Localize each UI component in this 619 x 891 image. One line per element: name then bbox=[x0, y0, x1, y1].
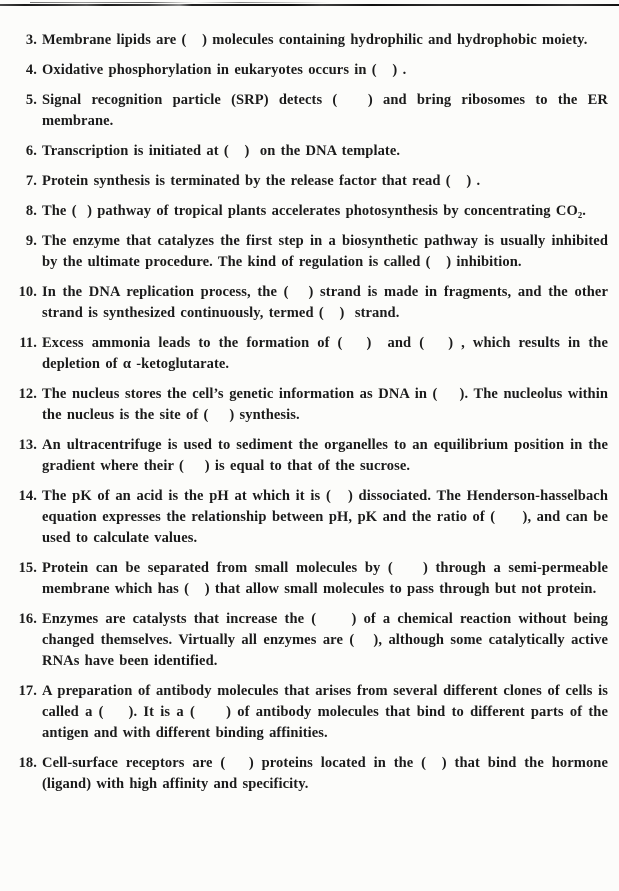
question-text: Excess ammonia leads to the formation of ( ) and ( ) , which results in the depletion of α -ketoglutarate. bbox=[42, 335, 608, 372]
question-item bbox=[10, 681, 608, 744]
question-item bbox=[10, 30, 608, 51]
question-number: 15. bbox=[18, 560, 37, 576]
question-item bbox=[10, 141, 608, 162]
question-number: 9. bbox=[25, 233, 37, 249]
question-number: 12. bbox=[18, 386, 37, 402]
question-item bbox=[10, 60, 608, 81]
question-text: Enzymes are catalysts that increase the ( ) of a chemical reaction without being changed themselves. Virtually all enzymes are ( ), although some catalytically active RNAs have been identified. bbox=[42, 611, 608, 669]
question-item bbox=[10, 609, 608, 672]
question-number: 16. bbox=[18, 611, 37, 627]
question-number: 13. bbox=[18, 437, 37, 453]
question-item bbox=[10, 486, 608, 549]
question-text: Membrane lipids are ( ) molecules containing hydrophilic and hydrophobic moiety. bbox=[42, 32, 588, 48]
question-text: The ( ) pathway of tropical plants accelerates photosynthesis by concentrating CO₂. bbox=[42, 203, 587, 219]
question-text: The nucleus stores the cell’s genetic information as DNA in ( ). The nucleolus within the nucleus is the site of ( ) synthesis. bbox=[42, 386, 608, 423]
question-number: 10. bbox=[18, 284, 37, 300]
question-text: The pK of an acid is the pH at which it is ( ) dissociated. The Henderson-hasselbach equation expresses the relationship between pH, pK and the ratio of ( ), and can be used to calculate values. bbox=[42, 488, 608, 546]
question-text: The enzyme that catalyzes the first step in a biosynthetic pathway is usually inhibited by the ultimate procedure. The kind of regulation is called ( ) inhibition. bbox=[42, 233, 608, 270]
scan-artifact-top-line-faint bbox=[30, 2, 330, 3]
question-number: 3. bbox=[25, 32, 37, 48]
question-text: Protein synthesis is terminated by the release factor that read ( ) . bbox=[42, 173, 481, 189]
question-text: A preparation of antibody molecules that arises from several different clones of cells is called a ( ). It is a ( ) of antibody molecules that bind to different parts of the antigen and with different binding affinities. bbox=[42, 683, 608, 741]
question-item bbox=[10, 384, 608, 426]
question-number: 11. bbox=[19, 335, 37, 351]
question-text: An ultracentrifuge is used to sediment the organelles to an equilibrium position in the gradient where their ( ) is equal to that of the sucrose. bbox=[42, 437, 608, 474]
question-number: 8. bbox=[25, 203, 37, 219]
question-text: Cell-surface receptors are ( ) proteins located in the ( ) that bind the hormone (ligand) with high affinity and specificity. bbox=[42, 755, 608, 792]
question-number: 7. bbox=[25, 173, 37, 189]
question-item bbox=[10, 435, 608, 477]
question-number: 17. bbox=[18, 683, 37, 699]
question-item bbox=[10, 90, 608, 132]
question-text: Signal recognition particle (SRP) detects ( ) and bring ribosomes to the ER membrane. bbox=[42, 92, 608, 129]
question-item bbox=[10, 753, 608, 795]
question-text: Oxidative phosphorylation in eukaryotes occurs in ( ) . bbox=[42, 62, 407, 78]
question-text: Protein can be separated from small molecules by ( ) through a semi-permeable membrane which has ( ) that allow small molecules to pass through but not protein. bbox=[42, 560, 608, 597]
question-number: 5. bbox=[25, 92, 37, 108]
question-item bbox=[10, 282, 608, 324]
question-item bbox=[10, 201, 608, 222]
scan-artifact-top-line bbox=[0, 4, 619, 6]
question-item bbox=[10, 171, 608, 192]
question-number: 18. bbox=[18, 755, 37, 771]
question-item bbox=[10, 333, 608, 375]
question-number: 14. bbox=[18, 488, 37, 504]
question-text: In the DNA replication process, the ( ) strand is made in fragments, and the other strand is synthesized continuously, termed ( ) strand. bbox=[42, 284, 608, 321]
question-text: Transcription is initiated at ( ) on the DNA template. bbox=[42, 143, 401, 159]
question-number: 4. bbox=[25, 62, 37, 78]
question-number: 6. bbox=[25, 143, 37, 159]
question-item bbox=[10, 231, 608, 273]
question-item bbox=[10, 558, 608, 600]
